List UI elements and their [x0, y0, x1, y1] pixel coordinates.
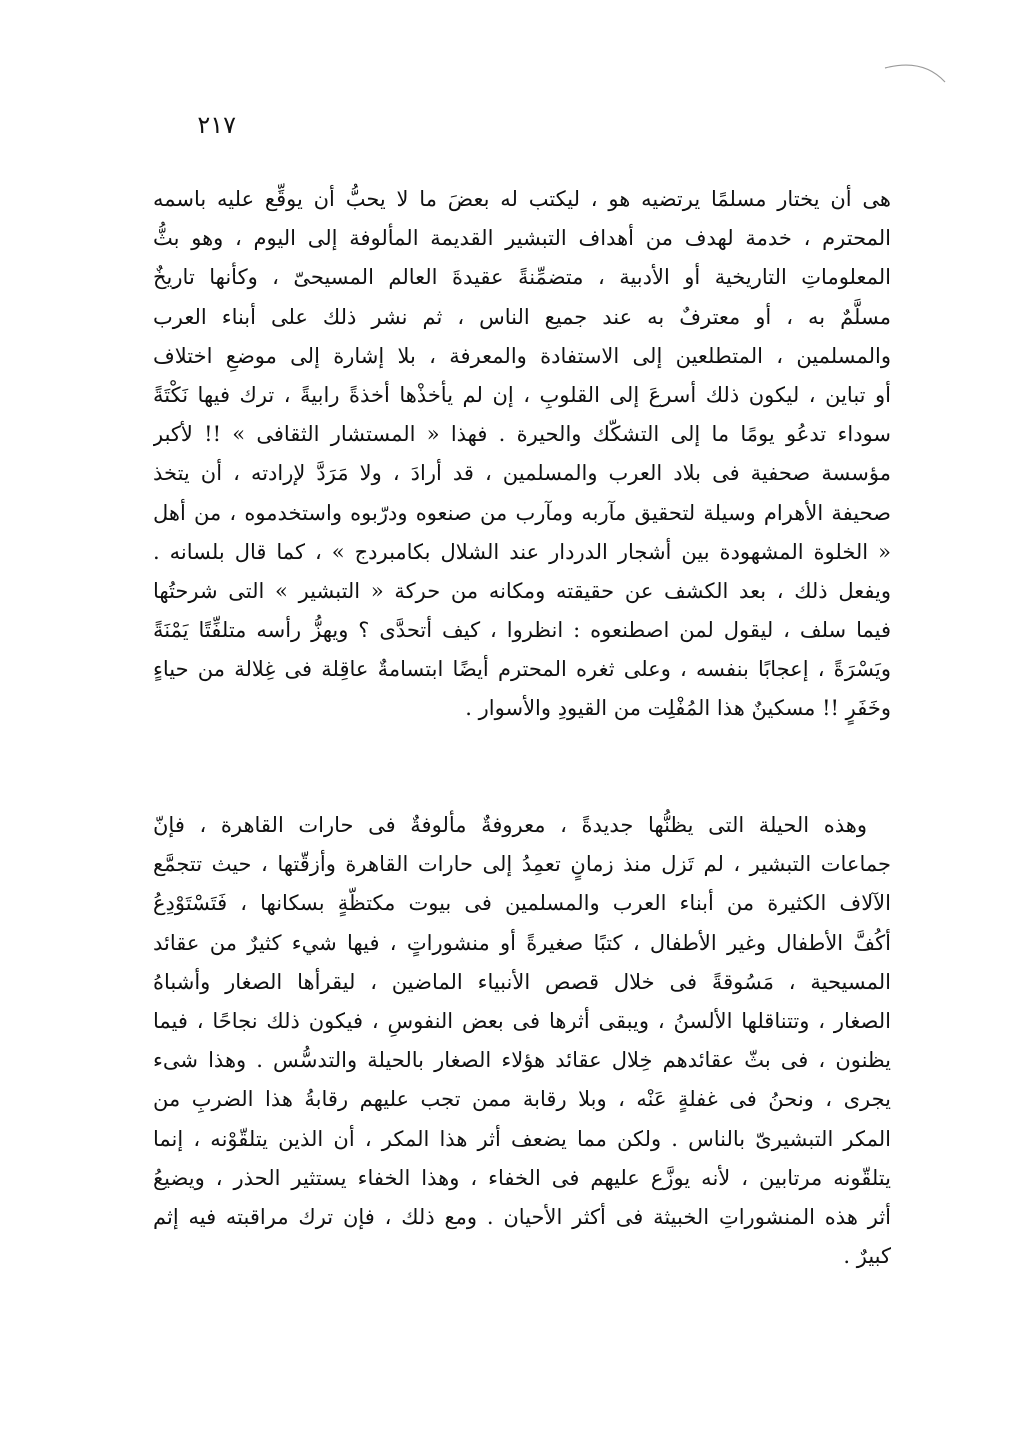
text-line: والمسلمين ، المتطلعين إلى الاستفادة والمعرفة ، بلا إشارة إلى موضعِ اختلاف	[153, 343, 891, 368]
text-line: أثر هذه المنشوراتِ الخبيثة فى أكثر الأحيان . ومع ذلك ، فإن ترك مراقبته فيه إثم	[153, 1204, 891, 1229]
text-line: المكر التبشيرىّ بالناس . ولكن مما يضعف أثر هذا المكر ، أن الذين يتلقّوْنه ، إنما	[153, 1126, 891, 1151]
text-line: يتلقّونه مرتابين ، لأنه يوزَّع عليهم فى الخفاء ، وهذا الخفاء يستثير الحذر ، ويضيعُ	[153, 1165, 891, 1190]
text-line: سوداء تدعُو يومًا ما إلى التشكّك والحيرة . فهذا « المستشار الثقافى » !! لأكبر	[153, 422, 891, 447]
text-line: جماعات التبشير ، لم تَزل منذ زمانٍ تعمِدُ إلى حارات القاهرة وأزقّتها ، حيث تتجمَّع	[153, 852, 891, 877]
text-line: مسلَّمٌ به ، أو معترفٌ به عند جميع الناس ، ثم نشر ذلك على أبناء العرب	[153, 304, 891, 329]
text-line: أو تباين ، ليكون ذلك أسرعَ إلى القلوبِ ، إن لم يأخذْها أخذةً رابيةً ، ترك فيها نَكْتَةً	[153, 382, 891, 407]
text-line: يجرى ، ونحنُ فى غفلةٍ عَنْه ، وبلا رقابة ممن تجب عليهم رقابةُ هذا الضربِ من	[153, 1087, 891, 1112]
text-line: كبيرٌ .	[843, 1244, 891, 1269]
text-line: الصغار ، وتتناقلها الألسنُ ، ويبقى أثرها فى بعض النفوسِ ، فيكون ذلك نجاحًا ، فيما	[153, 1008, 891, 1033]
text-line: المعلوماتِ التاريخية أو الأدبية ، متضمِّنةً عقيدةَ العالم المسيحىّ ، وكأنها تاريخٌ	[153, 265, 891, 290]
text-line: المسيحية ، مَسُوقةً فى خلال قصص الأنبياء الماضين ، ليقرأها الصغار وأشباهُ	[153, 969, 891, 994]
text-line: فيما سلف ، ليقول لمن اصطنعوه : انظروا ، كيف أتحدَّى ؟ ويهزُّ رأسه متلفِّتًا يَمْنَةً	[153, 618, 891, 643]
text-line: أكُفَّ الأطفال وغير الأطفال ، كتبًا صغيرةً أو منشوراتٍ ، فيها شيء كثيرٌ من عقائد	[153, 930, 891, 955]
text-line: يظنون ، فى بثّ عقائدهم خِلال عقائد هؤلاء الصغار بالحيلة والتدسُّس . وهذا شىء	[153, 1048, 891, 1073]
text-line: صحيفة الأهرام وسيلة لتحقيق مآربه ومآرب من صنعوه ودرّبوه واستخدموه ، من أهل	[153, 500, 891, 525]
text-line: هى أن يختار مسلمًا يرتضيه هو ، ليكتب له بعضَ ما لا يحبُّ أن يوقِّع عليه باسمه	[153, 187, 891, 211]
paragraph-1	[153, 180, 891, 729]
text-line: الآلاف الكثيرة من أبناء العرب والمسلمين فى بيوت مكتظّةٍ بسكانها ، فَتَسْتَوْدِعُ	[153, 891, 891, 916]
paragraph-2	[153, 806, 891, 1276]
page-corner-fold-mark	[883, 60, 953, 90]
text-line: « الخلوة المشهودة بين أشجار الدردار عند الشلال بكامبردج » ، كما قال بلسانه .	[153, 539, 891, 564]
text-line: ويَسْرَةً ، إعجابًا بنفسه ، وعلى ثغره المحترم أيضًا ابتسامةٌ عاقِلة فى غِلالة من حياءٍ	[153, 657, 891, 682]
text-line: وهذه الحيلة التى يظنُّها جديدةً ، معروفةٌ مألوفةٌ فى حارات القاهرة ، فإنّ	[153, 813, 867, 837]
text-line: مؤسسة صحفية فى بلاد العرب والمسلمين ، قد أرادَ ، ولا مَرَدَّ لإرادته ، أن يتخذ	[153, 461, 891, 486]
text-line: المحترم ، خدمة لهدف من أهداف التبشير القديمة المألوفة إلى اليوم ، وهو بثُّ	[153, 226, 891, 251]
text-line: ويفعل ذلك ، بعد الكشف عن حقيقته ومكانه من حركة « التبشير » التى شرحتُها	[153, 578, 891, 603]
page-number: ٢١٧	[197, 111, 236, 139]
text-line: وخَفَرٍ !! مسكينٌ هذا المُفْلِت من القيودِ والأسوار .	[465, 696, 891, 721]
